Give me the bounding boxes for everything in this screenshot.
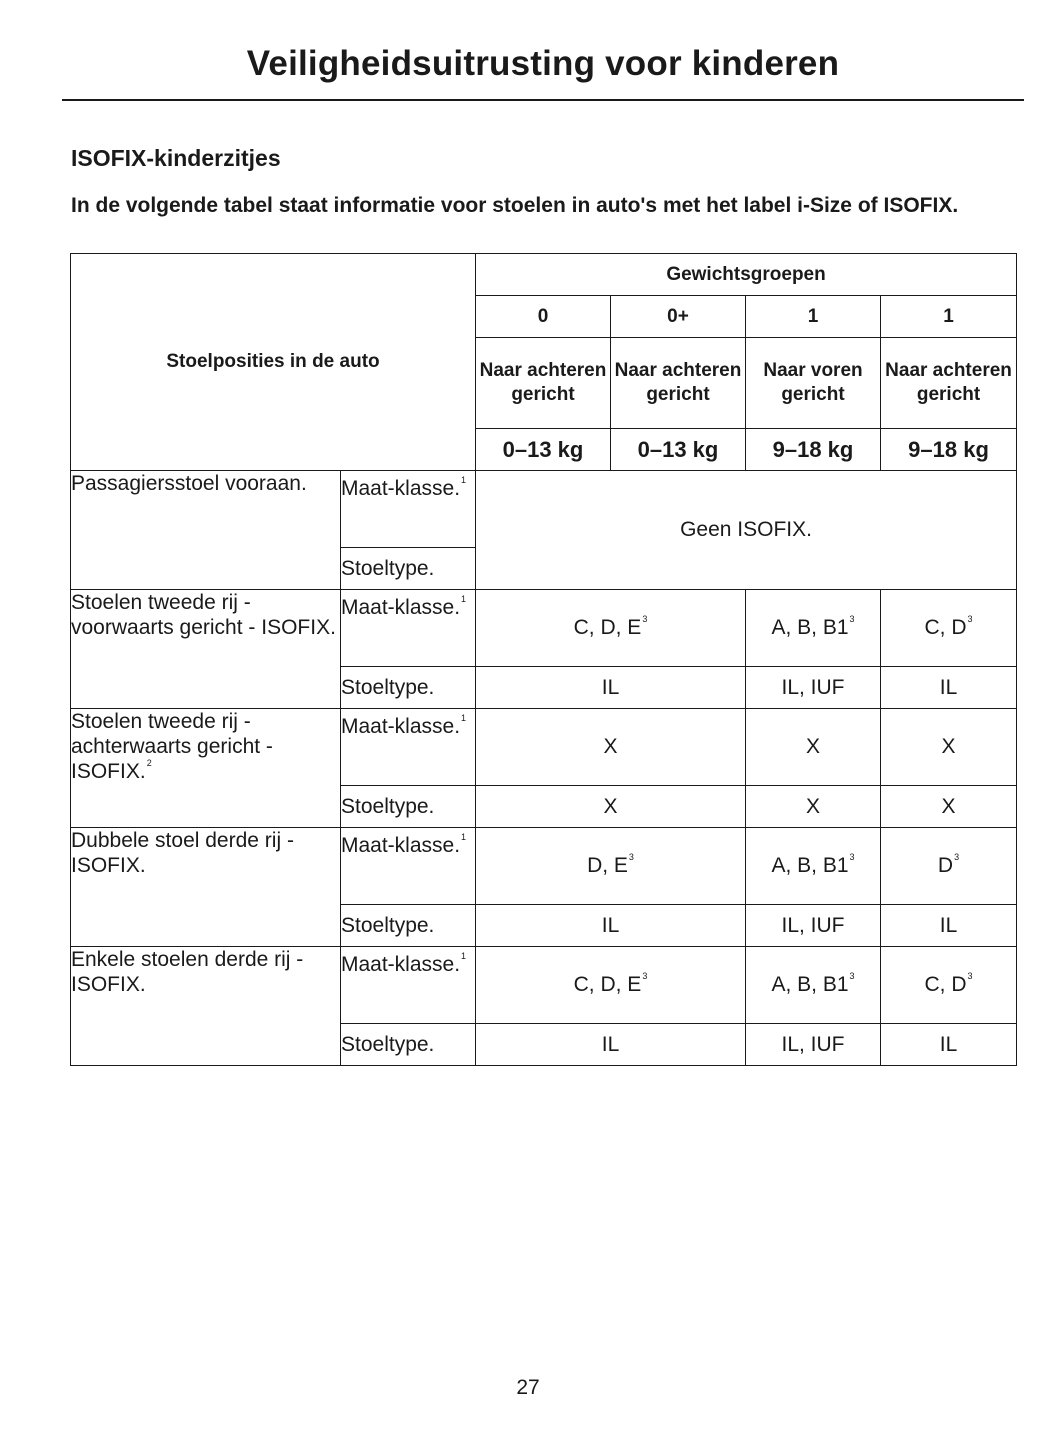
- seat-type-value: IL: [881, 1024, 1017, 1066]
- seat-type-value: IL: [476, 905, 746, 947]
- weight-header: 0–13 kg: [476, 429, 611, 471]
- seat-type-value: IL: [476, 1024, 746, 1066]
- group-header: 0+: [611, 296, 746, 338]
- weight-header: 9–18 kg: [881, 429, 1017, 471]
- size-class-label: Maat-klasse.$^1$: [341, 947, 476, 1024]
- seat-type-value: X: [476, 786, 746, 828]
- group-header: 1: [746, 296, 881, 338]
- direction-header: Naar achteren gericht: [881, 338, 1017, 429]
- group-header: 1: [881, 296, 1017, 338]
- group-header: 0: [476, 296, 611, 338]
- direction-header: Naar achteren gericht: [476, 338, 611, 429]
- size-class-value: X: [746, 709, 881, 786]
- size-class-value: A, B, $B1^3$: [746, 590, 881, 667]
- size-class-label: Maat-klasse.$^1$: [341, 471, 476, 548]
- seat-type-label: Stoeltype.: [341, 905, 476, 947]
- no-isofix-cell: Geen ISOFIX.: [476, 471, 1017, 590]
- seat-type-value: X: [746, 786, 881, 828]
- size-class-value: C, D, $E^3$: [476, 947, 746, 1024]
- table-row: [71, 471, 1017, 548]
- seat-type-value: IL: [476, 667, 746, 709]
- seat-type-label: Stoeltype.: [341, 667, 476, 709]
- size-class-value: X: [476, 709, 746, 786]
- direction-header: Naar voren gericht: [746, 338, 881, 429]
- seat-type-label: Stoeltype.: [341, 1024, 476, 1066]
- weight-groups-header: Gewichtsgroepen: [476, 254, 1017, 296]
- direction-header: Naar achteren gericht: [611, 338, 746, 429]
- table-row: [71, 709, 1017, 786]
- positions-header: Stoelposities in de auto: [71, 254, 476, 471]
- size-class-label: Maat-klasse.$^1$: [341, 828, 476, 905]
- size-class-value: C, $D^3$: [881, 947, 1017, 1024]
- seat-type-value: IL: [881, 667, 1017, 709]
- seat-type-label: Stoeltype.: [341, 548, 476, 590]
- size-class-value: A, B, $B1^3$: [746, 828, 881, 905]
- seat-type-value: IL, IUF: [746, 1024, 881, 1066]
- seat-position: Enkele stoelen derde rij - ISOFIX.: [71, 947, 341, 1066]
- table-row: [71, 590, 1017, 667]
- size-class-value: C, D, $E^3$: [476, 590, 746, 667]
- size-class-label: Maat-klasse.$^1$: [341, 709, 476, 786]
- page-title: Veiligheidsuitrusting voor kinderen: [246, 44, 840, 83]
- seat-type-value: IL, IUF: [746, 905, 881, 947]
- seat-type-value: X: [881, 786, 1017, 828]
- size-class-label: Maat-klasse.$^1$: [341, 590, 476, 667]
- table-row: [71, 947, 1017, 1024]
- size-class-value: D, $E^3$: [476, 828, 746, 905]
- seat-type-value: IL: [881, 905, 1017, 947]
- seat-type-label: Stoeltype.: [341, 786, 476, 828]
- table-row: [71, 828, 1017, 905]
- size-class-value: C, $D^3$: [881, 590, 1017, 667]
- seat-position: Passagiersstoel vooraan.: [71, 471, 341, 590]
- size-class-value: A, B, $B1^3$: [746, 947, 881, 1024]
- size-class-value: $D^3$: [881, 828, 1017, 905]
- weight-header: 0–13 kg: [611, 429, 746, 471]
- section-intro: In de volgende tabel staat informatie voor stoelen in auto's met het label i-Size of ISOFIX.: [71, 194, 959, 217]
- section-title: ISOFIX-kinderzitjes: [71, 145, 281, 171]
- seat-position: Stoelen tweede rij - achterwaarts gericht - ISOFIX.$^2$: [71, 709, 341, 828]
- size-class-value: X: [881, 709, 1017, 786]
- weight-header: 9–18 kg: [746, 429, 881, 471]
- seat-position: Stoelen tweede rij - voorwaarts gericht - ISOFIX.: [71, 590, 341, 709]
- page-number: 27: [516, 1376, 540, 1399]
- seat-type-value: IL, IUF: [746, 667, 881, 709]
- seat-position: Dubbele stoel derde rij - ISOFIX.: [71, 828, 341, 947]
- isofix-table: [70, 253, 1017, 1066]
- title-divider: [62, 99, 1024, 101]
